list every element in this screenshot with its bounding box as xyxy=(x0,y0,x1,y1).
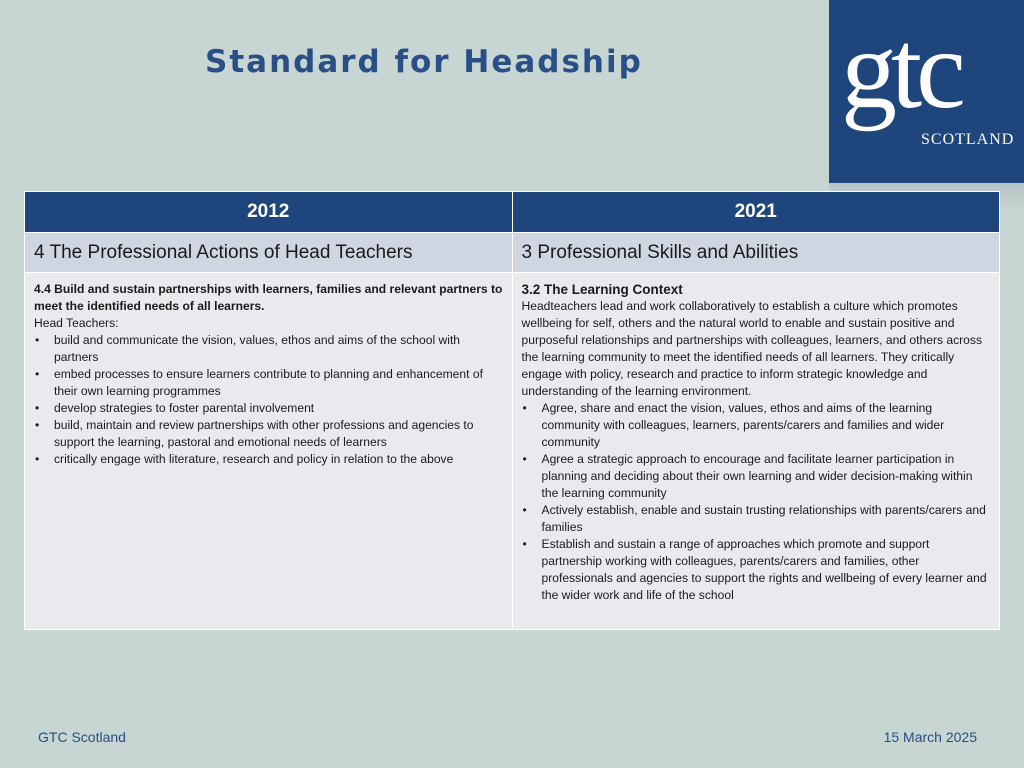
page-title: Standard for Headship xyxy=(205,44,643,80)
list-item: • embed processes to ensure learners contribute to planning and enhancement of their own learning programmes xyxy=(34,366,504,400)
content-cell-2012 xyxy=(25,273,513,630)
column-header-2012: 2012 xyxy=(25,192,513,233)
intro-text-2021: Headteachers lead and work collaboratively to establish a culture which promotes wellbeing for self, others and the natural world to enable and sustain positive and purposeful relationships and partnerships with colleagues, learners, and others across the learning community to meet the identified needs of all learners. They critically engage with policy, research and practice to inform strategic knowledge and understanding of the learning environment. xyxy=(521,299,982,398)
content-cell-2021 xyxy=(512,273,1000,630)
list-item: • develop strategies to foster parental involvement xyxy=(34,400,504,417)
logo-subtitle: SCOTLAND xyxy=(921,131,1015,148)
list-item: • Establish and sustain a range of approaches which promote and support partnership working with colleagues, parents/carers and families, other professionals and agencies to support the rights and wellbeing of every learner and the wider work and life of the school xyxy=(522,536,992,604)
footer-date: 15 March 2025 xyxy=(883,729,977,745)
subsection-title-2012: 4.4 Build and sustain partnerships with learners, families and relevant partners to meet the identified needs of all learners. xyxy=(34,282,503,313)
list-item: • build, maintain and review partnerships with other professions and agencies to support the learning, pastoral and emotional needs of learners xyxy=(34,417,504,451)
logo-wordmark: gtc xyxy=(841,8,960,132)
section-heading-2021: 3 Professional Skills and Abilities xyxy=(512,233,1000,273)
column-header-2021: 2021 xyxy=(512,192,1000,233)
list-item: • Agree a strategic approach to encourage and facilitate learner participation in planning and deciding about their own learning and wider decision-making within the learning community xyxy=(522,451,992,502)
bullet-list-2021 xyxy=(522,400,992,604)
list-item: • critically engage with literature, research and policy in relation to the above xyxy=(34,451,504,468)
list-item: • build and communicate the vision, values, ethos and aims of the school with partners xyxy=(34,332,504,366)
list-item: • Actively establish, enable and sustain trusting relationships with parents/carers and families xyxy=(522,502,992,536)
footer-organization: GTC Scotland xyxy=(38,729,126,745)
list-item: • Agree, share and enact the vision, values, ethos and aims of the learning community with colleagues, learners, parents/carers and families and wider community xyxy=(522,400,992,451)
section-heading-2012: 4 The Professional Actions of Head Teachers xyxy=(25,233,513,273)
subsection-title-2021: 3.2 The Learning Context xyxy=(521,282,683,297)
gtc-scotland-logo xyxy=(829,0,1024,183)
comparison-table xyxy=(24,191,1000,630)
bullet-list-2012 xyxy=(34,332,504,468)
intro-text-2012: Head Teachers: xyxy=(34,316,119,330)
